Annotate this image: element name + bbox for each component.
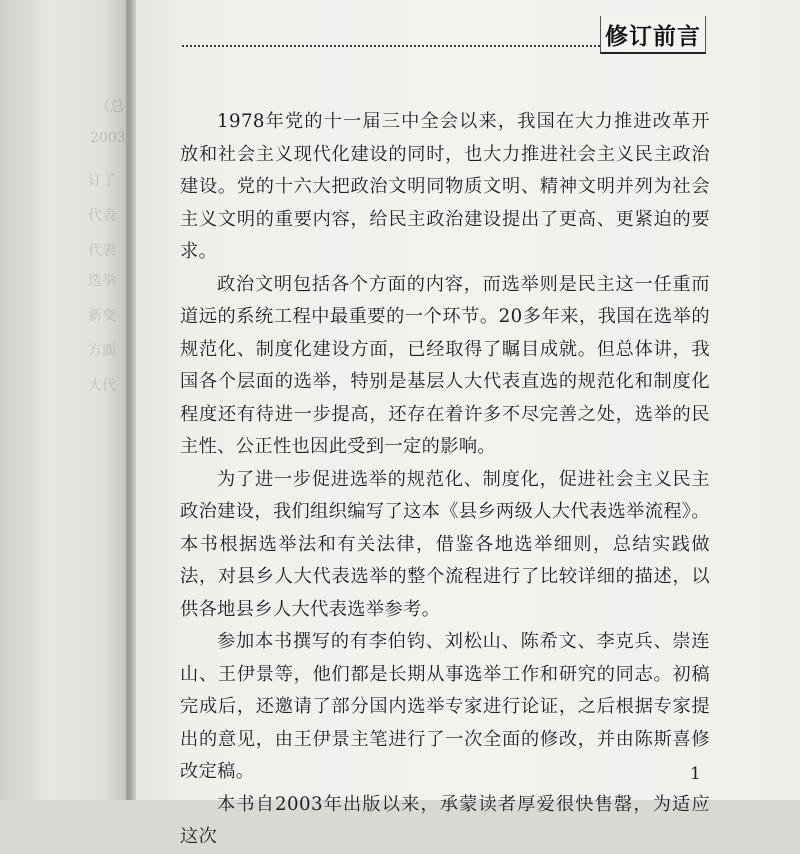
paragraph: 为了进一步促进选举的规范化、制度化，促进社会主义民主政治建设，我们组织编写了这本《县乡两级人大代表选举流程》。本书根据选举法和有关法律，借鉴各地选举细则，总结实践做法，对县乡人大代表选举的整个流程进行了比较详细的描述，以供各地县乡人大代表选举参考。 — [180, 468, 710, 620]
header-dotted-rule — [182, 45, 600, 47]
left-page: （总 2003 订了 代表 代表 选举 新变 方面 大代 — [0, 0, 128, 800]
paragraph: 本书自2003年出版以来，承蒙读者厚爱很快售罄，为适应这次 — [180, 793, 710, 847]
page-title: 修订前言 — [600, 16, 706, 54]
paragraph: 政治文明包括各个方面的内容，而选举则是民主这一任重而道远的系统工程中最重要的一个环节。20多年来，我国在选举的规范化、制度化建设方面，已经取得了瞩目成就。但总体讲，我国各个层面的选举，特别是基层人大代表直选的规范化和制度化程度还有待进一步提高，还存在着许多不尽完善之处，选举的民主性、公正性也因此受到一定的影响。 — [180, 273, 710, 457]
page-number: 1 — [690, 764, 701, 784]
body-text — [180, 106, 710, 854]
paragraph: 1978年党的十一届三中全会以来，我国在大力推进改革开放和社会主义现代化建设的同时，也大力推进社会主义民主政治建设。党的十六大把政治文明同物质文明、精神文明并列为社会主义文明的重要内容，给民主政治建设提出了更高、更紧迫的要求。 — [180, 111, 710, 262]
paragraph: 参加本书撰写的有李伯钧、刘松山、陈希文、李克兵、崇连山、王伊景等，他们都是长期从事选举工作和研究的同志。初稿完成后，还邀请了部分国内选举专家进行论证，之后根据专家提出的意见，由王伊景主笔进行了一次全面的修改，并由陈斯喜修改定稿。 — [180, 631, 710, 782]
